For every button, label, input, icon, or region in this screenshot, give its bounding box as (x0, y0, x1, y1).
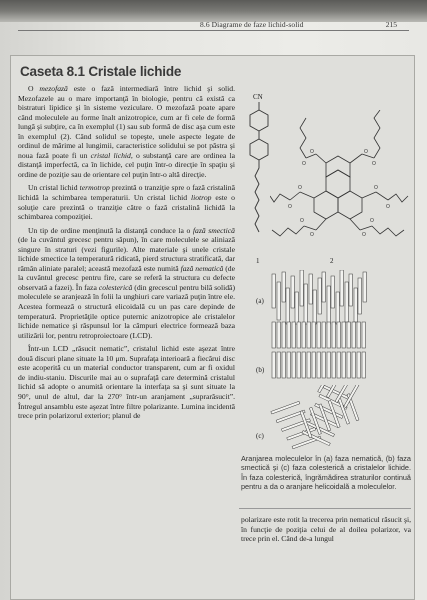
molecule-1-label: 1 (256, 257, 260, 265)
svg-text:O: O (300, 218, 304, 224)
svg-text:O: O (362, 232, 366, 238)
molecule-2-structure (270, 110, 410, 260)
svg-text:O: O (302, 161, 306, 167)
svg-text:O: O (310, 232, 314, 238)
cn-group-label: CN (253, 93, 263, 101)
header-rule (18, 30, 409, 31)
page-number: 215 (385, 20, 397, 29)
right-column-text: polarizare este rotit la trecerea prin nematicul răsucit şi, în funcţie de poziţia celui de al doilea polarizor, va trece prin el. Când de-a lungul (241, 515, 411, 544)
paragraph-phases: Un tip de ordine menţinută la distanţă conduce la o fază smectică (de la cuvântul grecesc pentru săpun), în care moleculele se aliniază singure în straturi (vezi figurile). Alte materiale şi unele cristale lichide smectice la temperatură ridicată, pierd structura stratificată, dar rămân aliniate paralel; această mezofază este numită fază nematică (de la cuvântul grecesc pentru fire, care se referă la structura cu defecte observată a fazei). În faza colesterică (din grecescul pentru bilă solidă) moleculele se aranjează în folii la unghiuri care variază puţin între ele. Acestea formează o structură elicoidală cu un pas care depinde de temperatură. Proprietăţile optice puternic anizotropice ale cristalelor lichide nematice şi răspunsul lor la câmpuri electrice formează baza utilizării lor, pentru retroproiectoare (LCD). (18, 225, 235, 340)
svg-text:O: O (370, 218, 374, 224)
paragraph-thermotropic: Un cristal lichid termotrop prezintă o tranziţie spre o fază cristalină lichidă la schimbarea temperaturii. Un cristal lichid liotrop este o soluţie care prezintă o tranziţie către o fază cristalină lichidă la schimbarea compoziţiei. (18, 183, 236, 222)
svg-text:O: O (364, 149, 368, 155)
page-top-shadow (0, 0, 427, 22)
molecule-2-label: 2 (330, 257, 334, 265)
svg-text:O: O (374, 185, 378, 191)
label-a: (a) (256, 297, 264, 305)
svg-text:O: O (372, 161, 376, 167)
svg-text:O: O (310, 149, 314, 155)
label-c: (c) (256, 432, 264, 440)
caption-divider (239, 508, 411, 509)
svg-text:O: O (288, 204, 292, 210)
box-title: Caseta 8.1 Cristale lichide (20, 64, 182, 79)
figure-caption: Aranjarea moleculelor în (a) faza nematică, (b) faza smectică şi (c) faza colesterică a cristalelor lichide. În faza colesterică, îngrămădirea straturilor continuă pentru a da o aranjare helicoidală a moleculelor. (241, 454, 411, 491)
label-b: (b) (256, 366, 265, 374)
smectic-phase-diagram (270, 320, 370, 382)
paragraph-mesophase: O mezofază este o fază intermediară între lichid şi solid. Mezofazele au o mare importanţă în biologie, pentru că există ca bistraturi lipidice şi în sisteme veziculare. O mezofază poate apare când moleculele au forme înalt anizotropice, cum ar fi cele de formă lungă şi subţire, ca în exemplul (1) sau sub formă de disc aşa cum este în exemplul (2). Când solidul se topeşte, unele aspecte legate de ordinul de mărime al lungimii, caracteristice solidului se pot păstra şi noua fază poate fi un cristal lichid, o substanţă care are ordinea la distanţă imperfectă, ca în lichide, cel puţin într-o direcţie în spaţiu şi ordine de poziţie sau de orientare cel puţin într-o altă direcţie. (18, 84, 235, 179)
left-column-text (18, 84, 235, 421)
svg-text:O: O (386, 204, 390, 210)
running-head: 8.6 Diagrame de faze lichid-solid (200, 20, 304, 29)
paragraph-lcd: Într-un LCD „răsucit nematic”, cristalul lichid este aşezat între două discuri plane situate la 10 μm. Suprafaţa interioară a fiecărui disc este acoperită cu un material conductor transparent, cum ar fi oxidul de indiu-staniu. Discurile mai au o suprafaţă care determină cristalul lichid să adopte o anumită orientare la interfaţa sa şi sunt situate la 90°, unul de altul, dar la 270° într-un aranjament „suprarăsucit”. Întregul ansamblu este aşezat între filtre polarizante. Lumina incidentă trece prin polarizorul exterior; planul de (18, 344, 235, 421)
svg-text:O: O (298, 185, 302, 191)
cholesteric-phase-diagram (266, 385, 386, 449)
